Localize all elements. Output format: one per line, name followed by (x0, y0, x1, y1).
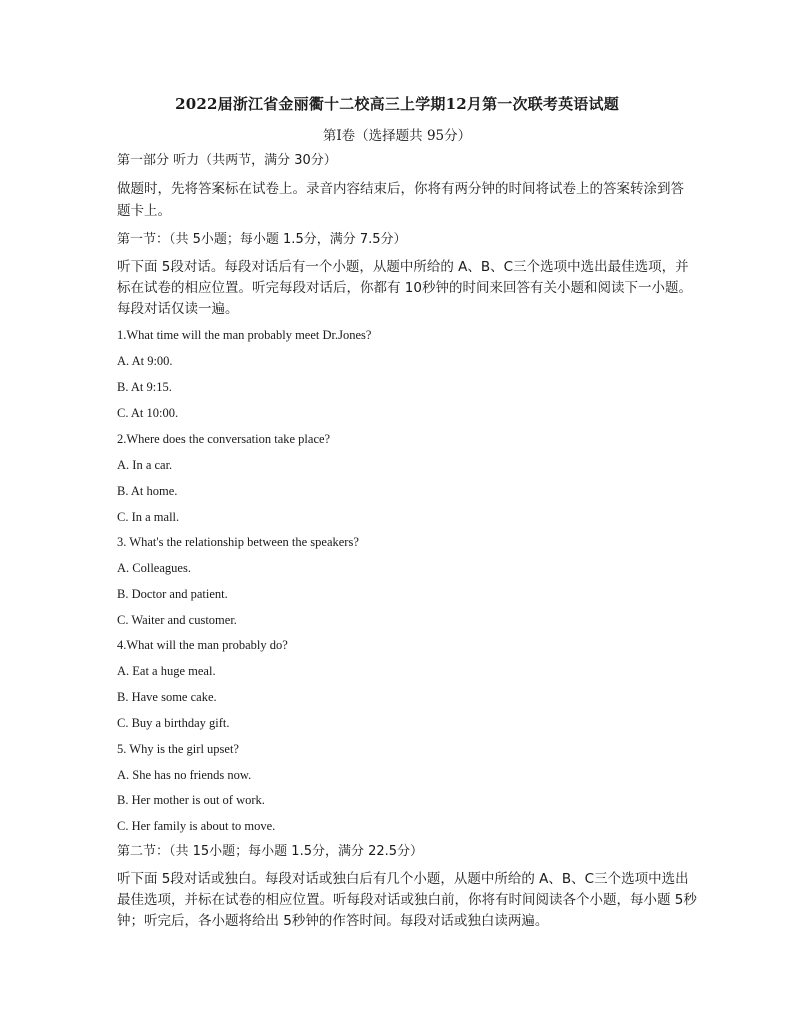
section2-instructions: 听下面 5段对话或独白。每段对话或独白后有几个小题，从题中所给的 A、B、C三个选项中选出最佳选项，并标在试卷的相应位置。听每段对话或独白前，你将有时间阅读各个小题，每小题 5秒钟；听完后，各小题将给出 5秒钟的作答时间。每段对话或独白读两遍。 (117, 871, 697, 929)
question-4-option-a: A. Eat a huge meal. (117, 664, 216, 678)
question-4-option-c: C. Buy a birthday gift. (117, 716, 230, 730)
question-2-option-c: C. In a mall. (117, 510, 180, 524)
part1-instructions: 做题时，先将答案标在试卷上。录音内容结束后，你将有两分钟的时间将试卷上的答案转涂到答题卡上。 (117, 181, 684, 219)
section1-instructions: 听下面 5段对话。每段对话后有一个小题，从题中所给的 A、B、C三个选项中选出最佳选项，并标在试卷的相应位置。听完每段对话后，你都有 10秒钟的时间来回答有关小题和阅读下一小题。每段对话仅读一遍。 (117, 259, 692, 317)
question-5-option-c: C. Her family is about to move. (117, 819, 276, 833)
question-3: 3. What's the relationship between the speakers? (117, 535, 359, 549)
page-title: 2022届浙江省金丽衢十二校高三上学期12月第一次联考英语试题 (175, 95, 619, 113)
question-5-option-b: B. Her mother is out of work. (117, 793, 265, 807)
question-2-option-b: B. At home. (117, 484, 178, 498)
question-2-option-a: A. In a car. (117, 458, 173, 472)
section1-header: 第一节：（共 5小题；每小题 1.5分，满分 7.5分） (117, 232, 407, 247)
question-4-option-b: B. Have some cake. (117, 690, 217, 704)
question-5-option-a: A. She has no friends now. (117, 768, 252, 782)
volume-header: 第Ⅰ卷（选择题共 95分） (322, 128, 472, 144)
section2-header: 第二节：（共 15小题；每小题 1.5分，满分 22.5分） (117, 844, 424, 859)
question-1-option-a: A. At 9:00. (117, 354, 173, 368)
question-3-option-a: A. Colleagues. (117, 561, 191, 575)
question-2: 2.Where does the conversation take place? (117, 432, 331, 446)
part1-header: 第一部分 听力（共两节，满分 30分） (117, 153, 337, 168)
question-1-option-c: C. At 10:00. (117, 406, 179, 420)
question-3-option-b: B. Doctor and patient. (117, 587, 228, 601)
question-1: 1.What time will the man probably meet Dr.Jones? (117, 328, 372, 342)
question-3-option-c: C. Waiter and customer. (117, 613, 237, 627)
question-4: 4.What will the man probably do? (117, 638, 288, 652)
question-1-option-b: B. At 9:15. (117, 380, 172, 394)
question-5: 5. Why is the girl upset? (117, 742, 239, 756)
